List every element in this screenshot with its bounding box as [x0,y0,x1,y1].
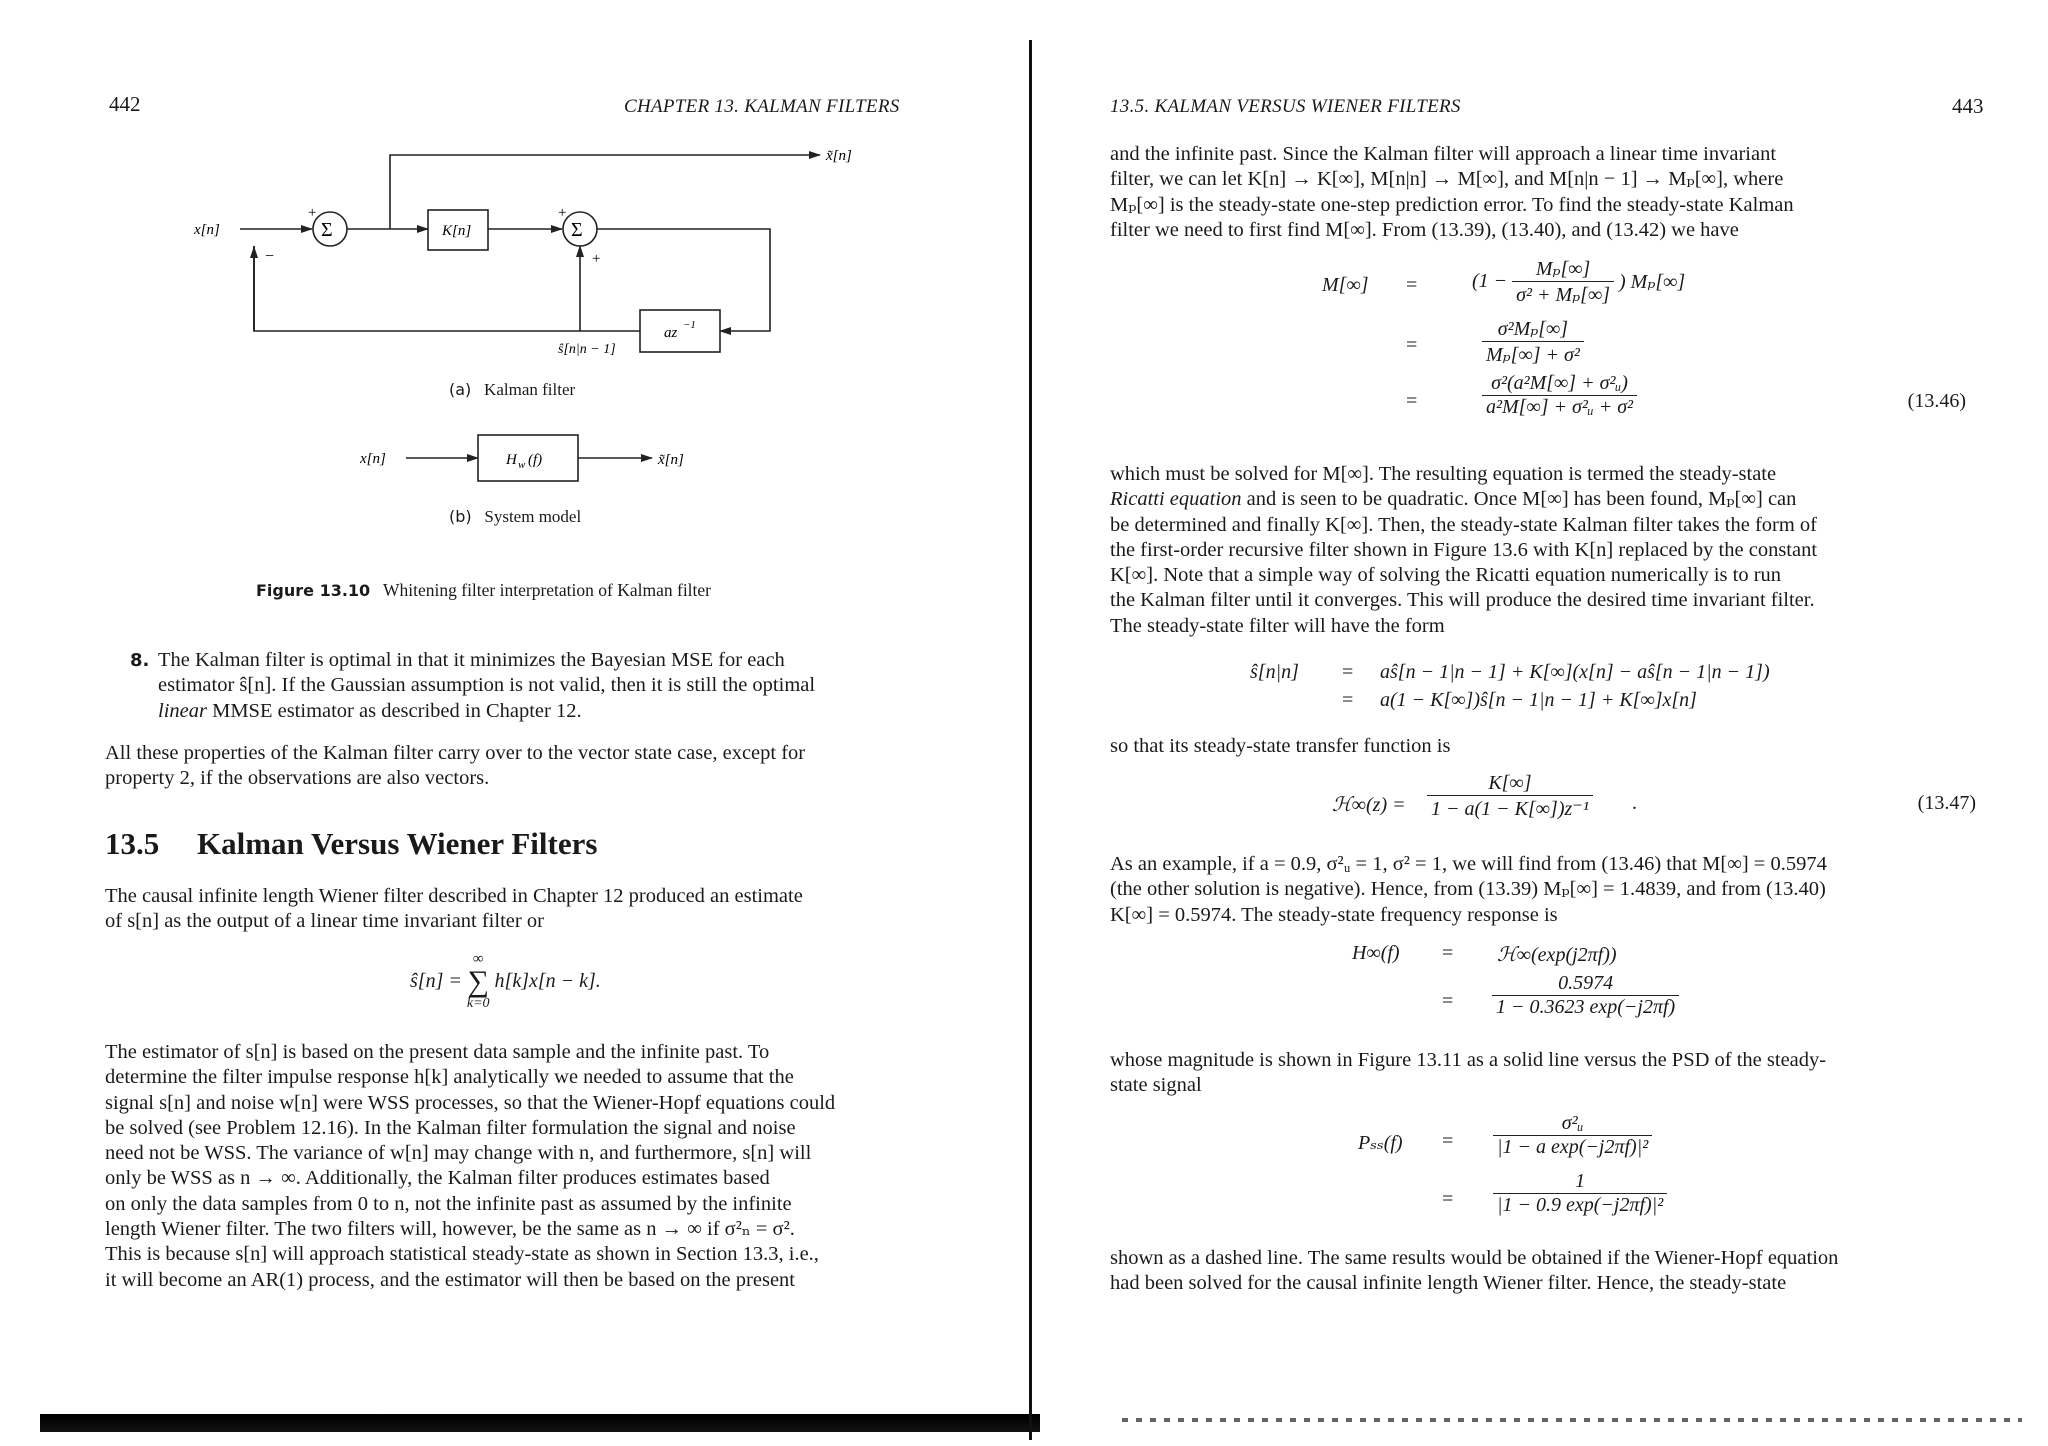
fraction-numerator: σ²Mₚ[∞] [1482,316,1584,342]
paragraph-estimator [105,1040,939,1293]
text-line: K[∞]. Note that a simple way of solving the Ricatti equation numerically is to run [1110,564,1782,587]
text-line: need not be WSS. The variance of w[n] may change with n, and furthermore, s[n] will [105,1142,812,1165]
paragraph-example [1110,852,1972,928]
equals-sign: = [1442,1188,1454,1210]
equation-frequency-response [1352,942,1852,1028]
figure-caption-text: Whitening filter interpretation of Kalman filter [383,580,712,600]
text-line: signal s[n] and noise w[n] were WSS processes, so that the Wiener-Hopf equations could [105,1091,836,1114]
text-line: K[∞] = 0.5974. The steady-state frequency response is [1110,903,1558,926]
equation-psd [1358,1112,1858,1228]
equation-lhs: ℋ∞(z) = [1332,794,1406,816]
equation-lhs: ŝ[n|n] [1250,661,1299,683]
equation-lhs: ŝ[n] = [410,970,467,992]
text-line: The steady-state filter will have the form [1110,614,1445,637]
sum-sign: ∑ [467,965,489,998]
subfigure-a-caption [449,380,575,400]
text-line: only be WSS as n → ∞. Additionally, the Kalman filter produces estimates based [105,1167,770,1190]
figure-caption-label: Figure 13.10 [256,581,371,600]
text-line: The estimator of s[n] is based on the present data sample and the infinite past. To [105,1041,770,1063]
page-number: 443 [1952,94,1984,118]
equation-rhs: aŝ[n − 1|n − 1] + K[∞](x[n] − aŝ[n − 1|n − 1]) [1380,661,1770,683]
text-line: filter, we can let K[n] → K[∞], M[n|n] → M[∞], and M[n|n − 1] → Mₚ[∞], where [1110,168,1784,191]
output-label: x̃[n] [826,148,852,164]
text-line: be determined and finally K[∞]. Then, the steady-state Kalman filter takes the form of [1110,513,1817,536]
list-item-number: 8. [130,650,150,671]
page-number: 442 [109,92,141,116]
gain-label: K[n] [442,223,472,239]
text-line: and the infinite past. Since the Kalman filter will approach a linear time invariant [1110,143,1777,165]
equation-13-46 [1322,252,1982,428]
equation-wiener-estimator [410,952,601,1011]
plus-sign-1: + [308,205,317,221]
text-line: be solved (see Problem 12.16). In the Kalman filter formulation the signal and noise [105,1116,796,1139]
subfigure-a-text: Kalman filter [484,380,576,399]
subfigure-a-label: (a) [449,380,472,399]
fraction-numerator: σ²(a²M[∞] + σ²ᵤ) [1482,372,1637,396]
equals-sign: = [1342,661,1354,683]
equation-13-47 [1332,772,1982,834]
equals-sign: = [1406,390,1418,412]
text-line: The causal infinite length Wiener filter described in Chapter 12 produced an estimate [105,885,803,907]
factor-close: ) Mₚ[∞] [1619,271,1686,293]
fraction-numerator: Mₚ[∞] [1512,256,1614,282]
text-line: This is because s[n] will approach statistical steady-state as shown in Section 13.3, i.e., [105,1243,819,1266]
text-line: it will become an AR(1) process, and the estimator will then be based on the present [105,1268,795,1291]
fraction-denominator: a²M[∞] + σ²ᵤ + σ² [1486,396,1634,418]
fraction-numerator: K[∞] [1427,772,1593,796]
text-line: All these properties of the Kalman filter carry over to the vector state case, except for [105,742,806,764]
system-model-diagram [360,425,720,485]
text-line: length Wiener filter. The two filters will, however, be the same as n → ∞ if σ²ₙ = σ². [105,1218,795,1241]
text-line: shown as a dashed line. The same results would be obtained if the Wiener-Hopf equation [1110,1247,1839,1269]
equation-rhs: ℋ∞(exp(j2πf)) [1497,944,1617,966]
text-line: (the other solution is negative). Hence, from (13.39) Mₚ[∞] = 1.4839, and from (13.40) [1110,878,1826,901]
equals-sign: = [1406,334,1418,356]
predictor-exponent: −1 [683,319,696,331]
sum-symbol-1: Σ [321,219,333,241]
paragraph-ricatti [1110,462,1972,639]
model-output-label: x̃[n] [658,452,684,468]
sum-lower-limit: k=0 [466,996,490,1011]
model-block-subscript: w [518,459,526,471]
prediction-wire-1 [254,246,580,331]
equation-lhs: H∞(f) [1352,942,1400,964]
predictor-label: az [664,325,678,341]
right-page [1022,0,2048,1446]
paragraph-steady-state [1110,142,1972,243]
equation-number: (13.46) [1907,390,1966,412]
text-line: of s[n] as the output of a linear time invariant filter or [105,910,544,933]
figure-caption [256,580,711,601]
page-edge-shadow [1122,1418,2022,1422]
section-heading [105,826,597,862]
predictor-block [640,310,720,352]
prediction-label: ŝ[n|n − 1] [558,342,616,357]
plus-sign-3: + [592,251,601,267]
text-line: on only the data samples from 0 to n, not the infinite past as assumed by the infinite [105,1192,792,1215]
kalman-filter-diagram [180,135,880,375]
fraction-denominator: |1 − 0.9 exp(−j2πf)|² [1497,1194,1664,1216]
fraction-numerator: 1 [1493,1170,1667,1194]
sum-upper-limit: ∞ [472,951,484,967]
emphasis-ricatti: Ricatti equation [1110,488,1242,511]
text-line: filter we need to first find M[∞]. From (13.39), (13.40), and (13.42) we have [1110,218,1739,241]
left-page [0,0,1022,1446]
feedback-wire [597,229,770,331]
fraction-numerator: 0.5974 [1492,972,1679,996]
model-input-label: x[n] [360,451,386,467]
prediction-wire-2 [580,246,640,331]
fraction-denominator: Mₚ[∞] + σ² [1486,344,1580,366]
model-block-argument: (f) [528,452,543,468]
fraction-denominator: 1 − 0.3623 exp(−j2πf) [1496,996,1676,1018]
section-number: 13.5 [105,826,160,861]
list-item-line: estimator ŝ[n]. If the Gaussian assumption is not valid, then it is still the optimal [158,674,816,697]
equation-lhs: Pₛₛ(f) [1358,1132,1403,1154]
sum-symbol-2: Σ [571,219,583,241]
input-label: x[n] [194,222,220,238]
subfigure-b-text: System model [484,507,582,526]
fraction-numerator: σ²ᵤ [1493,1112,1652,1136]
fraction-denominator: σ² + Mₚ[∞] [1516,284,1610,306]
text-line: the first-order recursive filter shown in Figure 13.6 with K[n] replaced by the constant [1110,538,1818,561]
running-head: CHAPTER 13. KALMAN FILTERS [624,96,900,117]
section-title: Kalman Versus Wiener Filters [197,826,598,861]
list-item-8 [130,648,938,724]
model-block-label: H [506,452,517,468]
equals-sign: = [1442,990,1454,1012]
equals-sign: = [1342,689,1354,711]
equation-rhs: h[k]x[n − k]. [494,970,601,992]
text-line: state signal [1110,1074,1202,1097]
fraction-denominator: 1 − a(1 − K[∞])z⁻¹ [1431,798,1589,820]
equals-sign: = [1406,274,1418,296]
paragraph-vector-case [105,741,939,792]
text-line: had been solved for the causal infinite length Wiener filter. Hence, the steady-state [1110,1272,1787,1295]
equation-steady-state-filter [1250,658,1850,714]
equation-rhs: a(1 − K[∞])ŝ[n − 1|n − 1] + K[∞]x[n] [1380,689,1697,711]
list-item-line: The Kalman filter is optimal in that it minimizes the Bayesian MSE for each [158,649,785,671]
emphasis-linear: linear [158,699,207,722]
factor-open: (1 − [1472,270,1513,292]
output-wire [390,155,820,229]
text-line: determine the filter impulse response h[k] analytically we needed to assume that the [105,1066,794,1089]
text-line: Mₚ[∞] is the steady-state one-step prediction error. To find the steady-state Kalman [1110,193,1794,216]
text-line: As an example, if a = 0.9, σ²ᵤ = 1, σ² = 1, we will find from (13.46) that M[∞] = 0.5974 [1110,853,1827,875]
paragraph-transfer: so that its steady-state transfer function is [1110,735,1451,757]
text-line: which must be solved for M[∞]. The resulting equation is termed the steady-state [1110,463,1777,485]
list-item-line: MMSE estimator as described in Chapter 12. [206,699,582,722]
text-line: whose magnitude is shown in Figure 13.11 as a solid line versus the PSD of the steady- [1110,1049,1827,1071]
plus-sign-2: + [558,205,567,221]
equals-sign: = [1442,942,1454,964]
subfigure-b-label: (b) [449,507,472,526]
minus-sign: − [265,248,275,265]
paragraph-magnitude [1110,1048,1972,1099]
paragraph-final [1110,1246,1972,1297]
page-edge-shadow [40,1414,1040,1432]
equation-number: (13.47) [1917,792,1976,814]
text-line: the Kalman filter until it converges. This will produce the desired time invariant filter. [1110,589,1815,612]
fraction-denominator: |1 − a exp(−j2πf)|² [1497,1136,1649,1158]
running-head: 13.5. KALMAN VERSUS WIENER FILTERS [1110,96,1461,117]
subfigure-b-caption [449,507,581,527]
equation-lhs: M[∞] [1322,274,1369,296]
text-line: property 2, if the observations are also vectors. [105,767,490,790]
equals-sign: = [1442,1130,1454,1152]
paragraph-wiener-filter [105,884,939,935]
text-line: and is seen to be quadratic. Once M[∞] has been found, Mₚ[∞] can [1241,488,1797,511]
period: . [1632,792,1637,814]
